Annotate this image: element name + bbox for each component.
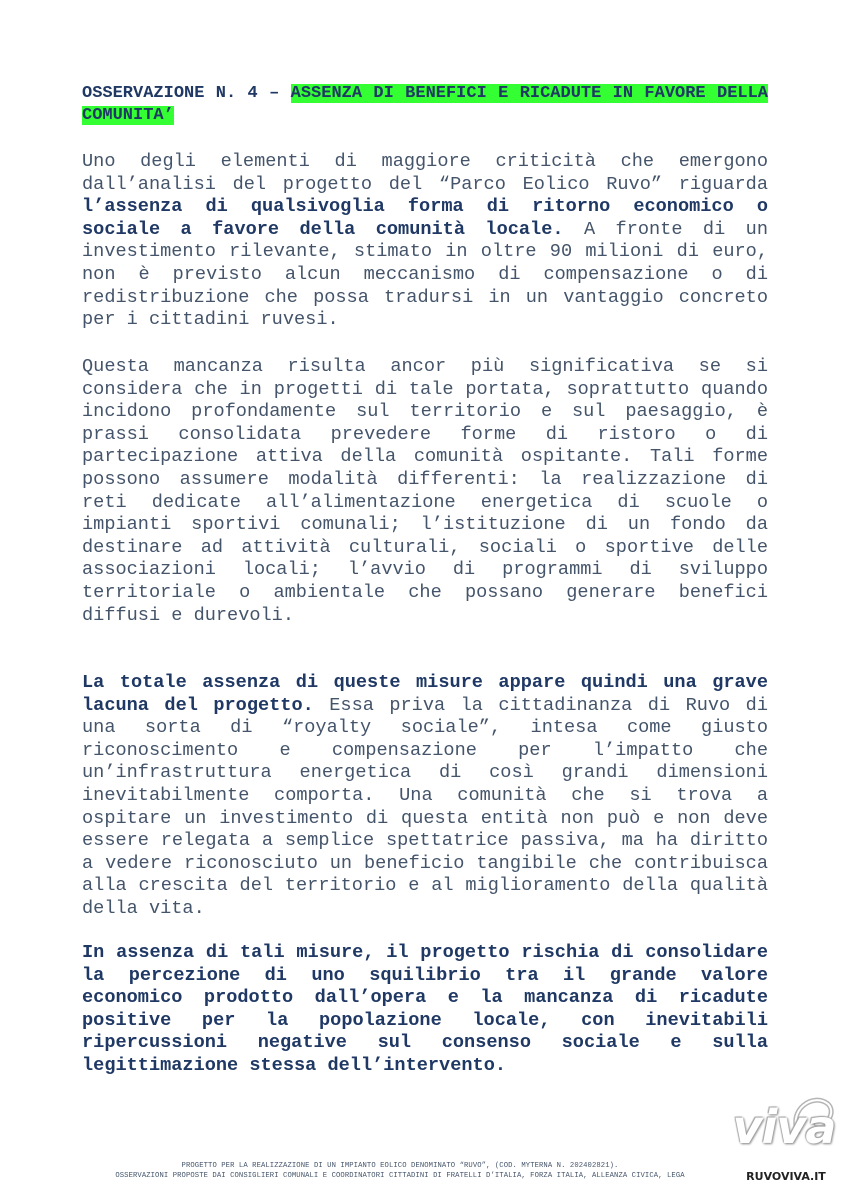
footer-line-1: PROGETTO PER LA REALIZZAZIONE DI UN IMPIANTO EOLICO DENOMINATO “RUVO”, (COD. MYTERNA N. 202402821). <box>181 1162 619 1170</box>
section-title <box>82 83 768 127</box>
title-highlight: ASSENZA DI BENEFICI E RICADUTE IN FAVORE DELLA COMUNITA’ <box>82 84 768 125</box>
paragraph-3 <box>82 672 768 921</box>
paragraph-1-text-b: A fronte di un investimento rilevante, stimato in oltre 90 milioni di euro, non è previsto alcun meccanismo di compensazione o di redistribuzione che possa tradursi in un vantaggio concreto per i cittadini ruvesi. <box>82 218 768 331</box>
paragraph-1 <box>82 151 768 332</box>
paragraph-4-conclusion: In assenza di tali misure, il progetto rischia di consolidare la percezione di uno squilibrio tra il grande valore economico prodotto dall’opera e la mancanza di ricadute positive per la popolazione locale, con inevitabili ripercussioni negative sul consenso sociale e sulla legittimazione stessa dell’intervento. <box>82 942 768 1076</box>
paragraph-1-text-a: Uno degli elementi di maggiore criticità che emergono dall’analisi del progetto del “Parco Eolico Ruvo” riguarda <box>82 151 768 195</box>
page-footer <box>60 1161 740 1181</box>
title-prefix: OSSERVAZIONE N. 4 – <box>82 84 291 103</box>
ruvoviva-watermark-logo <box>728 1090 840 1190</box>
logo-site-url: RUVOVIVA.IT <box>738 1168 834 1186</box>
paragraph-3-emphasis: La totale assenza di queste misure appare quindi una grave lacuna del progetto. <box>82 672 768 716</box>
paragraph-1-emphasis: l’assenza di qualsivoglia forma di ritorno economico o sociale a favore della comunità locale. <box>82 196 768 240</box>
paragraph-3-text: Essa priva la cittadinanza di Ruvo di una sorta di “royalty sociale”, intesa come giusto riconoscimento e compensazione per l’impatto che un’infrastruttura energetica di così grandi dimensioni inevitabilmente comporta. Una comunità che si trova a ospitare un investimento di questa entità non può e non deve essere relegata a semplice spettatrice passiva, ma ha diritto a vedere riconosciuto un beneficio tangibile che contribuisca alla crescita del territorio e al miglioramento della qualità della vita. <box>82 694 768 919</box>
logo-wordmark: viva <box>732 1100 836 1154</box>
paragraph-2: Questa mancanza risulta ancor più significativa se si considera che in progetti di tale portata, soprattutto quando incidono profondamente sul territorio e sul paesaggio, è prassi consolidata prevedere forme di ristoro o di partecipazione attiva della comunità ospitante. Tali forme possono assumere modalità differenti: la realizzazione di reti dedicate all’alimentazione energetica di scuole o impianti sportivi comunali; l’istituzione di un fondo da destinare ad attività culturali, sociali o sportive delle associazioni locali; l’avvio di programmi di sviluppo territoriale o ambientale che possano generare benefici diffusi e durevoli. <box>82 356 768 626</box>
footer-line-2: OSSERVAZIONI PROPOSTE DAI CONSIGLIERI COMUNALI E COORDINATORI CITTADINI DI FRATELLI D’ITALIA, FORZA ITALIA, ALLEANZA CIVICA, LEGA <box>115 1172 685 1180</box>
